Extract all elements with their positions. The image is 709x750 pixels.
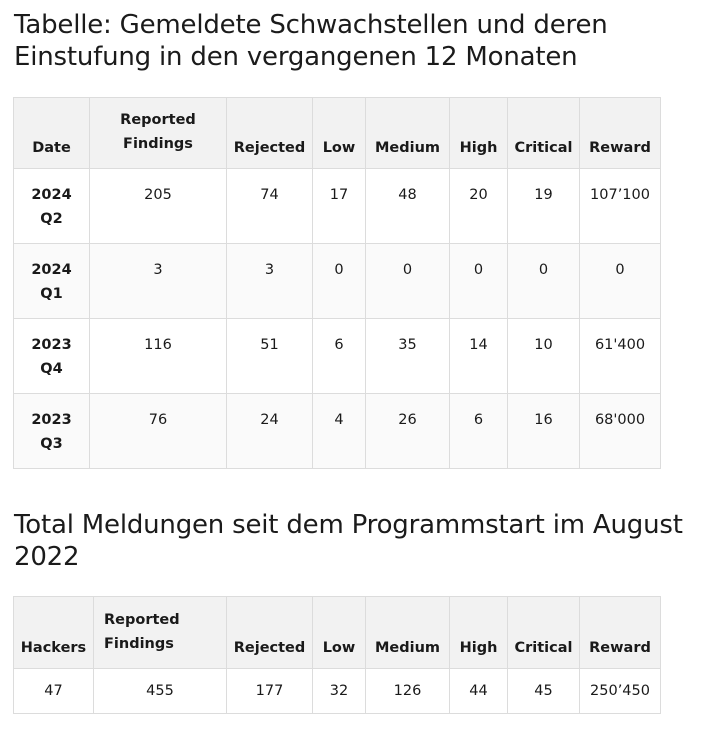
cell-date: 2023 Q4 (14, 319, 90, 394)
cell-medium: 35 (366, 319, 450, 394)
col-header-medium: Medium (366, 98, 450, 169)
cell-low: 17 (313, 169, 366, 244)
cell-high: 6 (450, 394, 508, 469)
table-header-row (14, 98, 661, 169)
col-header-reported-findings: Reported Findings (90, 98, 227, 169)
col-header-reported-findings: Reported Findings (94, 597, 227, 669)
col-header-low: Low (313, 597, 366, 669)
cell-date: 2023 Q3 (14, 394, 90, 469)
cell-rejected: 74 (227, 169, 313, 244)
cell-high: 20 (450, 169, 508, 244)
cell-medium: 126 (366, 669, 450, 714)
cell-reported: 205 (90, 169, 227, 244)
cell-critical: 0 (508, 244, 580, 319)
cell-reported: 455 (94, 669, 227, 714)
cell-date: 2024 Q1 (14, 244, 90, 319)
cell-low: 0 (313, 244, 366, 319)
cell-reward: 68'000 (580, 394, 661, 469)
table-row (14, 169, 661, 244)
cell-critical: 45 (508, 669, 580, 714)
cell-high: 14 (450, 319, 508, 394)
cell-medium: 48 (366, 169, 450, 244)
table-1-title: Tabelle: Gemeldete Schwachstellen und deren Einstufung in den vergangenen 12 Monaten (14, 10, 608, 72)
col-header-medium: Medium (366, 597, 450, 669)
total-findings-table (13, 596, 661, 714)
cell-reward: 107’100 (580, 169, 661, 244)
col-header-high: High (450, 98, 508, 169)
cell-reported: 116 (90, 319, 227, 394)
table-row (14, 669, 661, 714)
cell-high: 44 (450, 669, 508, 714)
col-header-reward: Reward (580, 597, 661, 669)
table-2-title: Total Meldungen seit dem Programmstart im August 2022 (14, 510, 683, 572)
col-header-hackers: Hackers (14, 597, 94, 669)
cell-medium: 26 (366, 394, 450, 469)
col-header-reward: Reward (580, 98, 661, 169)
cell-low: 4 (313, 394, 366, 469)
table-row (14, 394, 661, 469)
col-header-critical: Critical (508, 98, 580, 169)
table-row (14, 319, 661, 394)
cell-rejected: 51 (227, 319, 313, 394)
cell-rejected: 3 (227, 244, 313, 319)
col-header-rejected: Rejected (227, 597, 313, 669)
cell-medium: 0 (366, 244, 450, 319)
col-header-high: High (450, 597, 508, 669)
cell-reported: 3 (90, 244, 227, 319)
cell-reported: 76 (90, 394, 227, 469)
cell-high: 0 (450, 244, 508, 319)
cell-reward: 0 (580, 244, 661, 319)
cell-critical: 10 (508, 319, 580, 394)
table-row (14, 244, 661, 319)
cell-date: 2024 Q2 (14, 169, 90, 244)
cell-hackers: 47 (14, 669, 94, 714)
vulnerabilities-quarterly-table (13, 97, 661, 469)
cell-rejected: 24 (227, 394, 313, 469)
cell-critical: 19 (508, 169, 580, 244)
cell-reward: 61'400 (580, 319, 661, 394)
cell-rejected: 177 (227, 669, 313, 714)
cell-reward: 250’450 (580, 669, 661, 714)
col-header-low: Low (313, 98, 366, 169)
col-header-critical: Critical (508, 597, 580, 669)
cell-low: 6 (313, 319, 366, 394)
table-header-row (14, 597, 661, 669)
cell-low: 32 (313, 669, 366, 714)
cell-critical: 16 (508, 394, 580, 469)
col-header-date: Date (14, 98, 90, 169)
col-header-rejected: Rejected (227, 98, 313, 169)
